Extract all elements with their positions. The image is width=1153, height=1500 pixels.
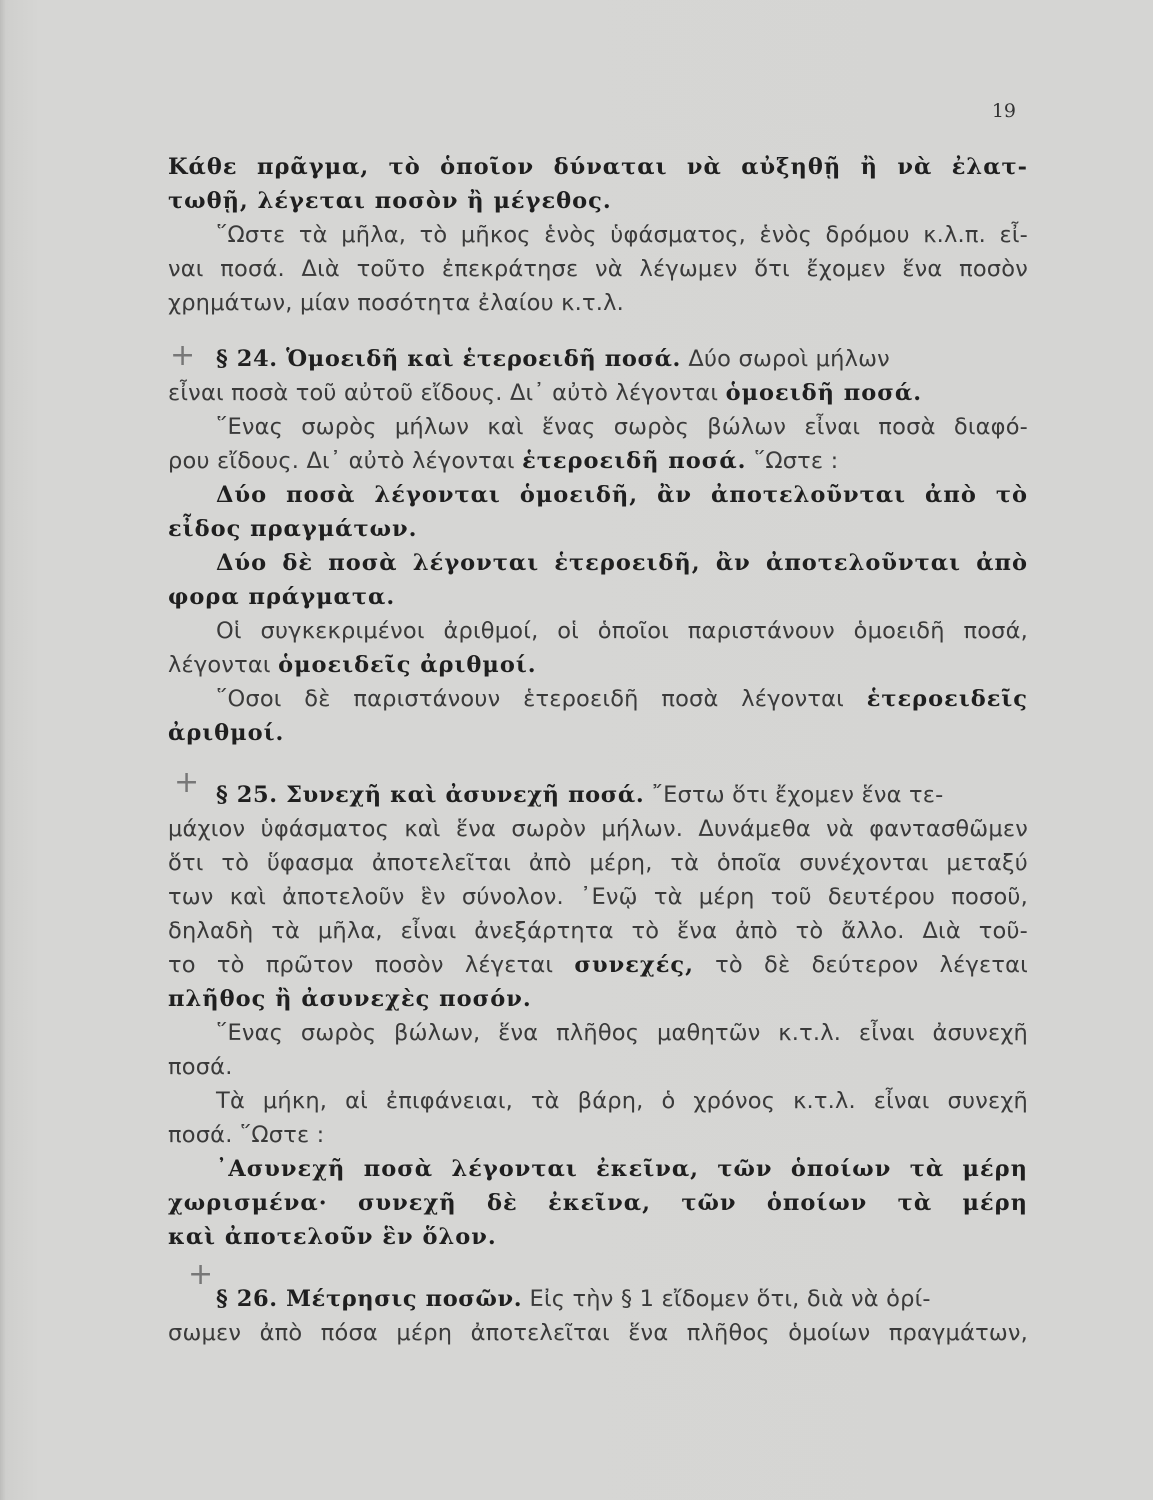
text-line [168,444,1028,478]
section-24-line [168,338,1028,376]
text-run: Δύο σωροὶ μήλων [688,346,890,372]
rule-line: Δύο δὲ ποσὰ λέγονται ἑτεροειδῆ, ἂν ἀποτελοῦνται ἀπὸ [216,550,1028,576]
rule-line: Δύο ποσὰ λέγονται ὁμοειδῆ, ἂν ἀποτελοῦνται ἀπὸ τὸ [216,482,1028,508]
text-line: δηλαδὴ τὰ μῆλα, εἶναι ἀνεξάρτητα τὸ ἕνα ἀπὸ τὸ ἄλλο. Διὰ τοῦ- [168,918,1028,944]
text-line: ναι ποσά. Διὰ τοῦτο ἐπεκράτησε νὰ λέγωμεν ὅτι ἔχομεν ἕνα ποσὸν [168,256,1028,282]
text-line: μάχιον ὑφάσματος καὶ ἕνα σωρὸν μήλων. Δυνάμεθα νὰ φαντασθῶμεν [168,816,1028,842]
term-discrete: πλῆθος ἢ ἀσυνεχὲς ποσόν. [168,986,532,1012]
text-line: ῞Ωστε τὰ μῆλα, τὸ μῆκος ἑνὸς ὑφάσματος, ἑνὸς δρόμου κ.λ.π. εἶ- [216,222,1028,248]
section-25-heading: § 25. Συνεχῆ καὶ ἀσυνεχῆ ποσά. [216,782,645,808]
section-24-heading: § 24. Ὁμοειδῆ καὶ ἑτεροειδῆ ποσά. [216,346,681,372]
text-line: Οἱ συγκεκριμένοι ἀριθμοί, οἱ ὁποῖοι παριστάνουν ὁμοειδῆ ποσά, [216,618,1028,644]
text-line: χρημάτων, μίαν ποσότητα ἐλαίου κ.τ.λ. [168,290,624,316]
margin-mark: + [188,1257,214,1292]
page-number: 19 [991,100,1016,122]
margin-mark: + [174,765,200,800]
text-run: ῞Ωστε : [753,448,839,474]
rule-line: ᾿Ασυνεχῆ ποσὰ λέγονται ἐκεῖνα, τῶν ὁποίων τὰ μέρη [216,1156,1028,1182]
text-run: ρου εἴδους. Δι᾽ αὐτὸ λέγονται [168,448,515,474]
text-line: ὅτι τὸ ὕφασμα ἀποτελεῖται ἀπὸ μέρη, τὰ ὁποῖα συνέχονται μεταξύ [168,850,1028,876]
term-homogeneous: ὁμοειδῆ ποσά. [725,380,923,406]
rule-line: φορα πράγματα. [168,584,396,610]
rule-line: εἶδος πραγμάτων. [168,516,418,542]
term-heterogeneous: ἑτεροειδῆ ποσά. [522,448,747,474]
definition-line: Κάθε πρᾶγμα, τὸ ὁποῖον δύναται νὰ αὐξηθῇ ἢ νὰ ἐλατ- [168,154,1028,180]
text-line [168,376,1028,410]
text-line: ῞Ενας σωρὸς βώλων, ἕνα πλῆθος μαθητῶν κ.τ.λ. εἶναι ἀσυνεχῆ [216,1020,1028,1046]
text-body [168,150,1028,1350]
text-line: των καὶ ἀποτελοῦν ἓν σύνολον. ᾿Ενῷ τὰ μέρη τοῦ δευτέρου ποσοῦ, [168,884,1028,910]
text-run: το τὸ πρῶτον ποσὸν λέγεται [168,952,554,978]
text-line: Τὰ μήκη, αἱ ἐπιφάνειαι, τὰ βάρη, ὁ χρόνος κ.τ.λ. εἶναι συνεχῆ [216,1088,1028,1114]
text-run: λέγονται [168,652,271,678]
text-run: τὸ δὲ δεύτερον λέγεται [715,952,1028,978]
text-line: ῞Ενας σωρὸς μήλων καὶ ἕνας σωρὸς βώλων εἶναι ποσὰ διαφό- [216,414,1028,440]
text-line: ποσά. ῞Ωστε : [168,1122,325,1148]
section-26-line [168,1257,1028,1316]
rule-line: καὶ ἀποτελοῦν ἓν ὅλον. [168,1224,497,1250]
text-run: Εἰς τὴν § 1 εἴδομεν ὅτι, διὰ νὰ ὁρί- [529,1286,931,1312]
text-line [168,948,1028,982]
margin-mark: + [170,338,196,373]
text-line: ποσά. [168,1054,233,1080]
term-continuous: συνεχές, [574,952,694,978]
definition-line: τωθῇ, λέγεται ποσὸν ἢ μέγεθος. [168,188,612,214]
term-heterogeneous-numbers: ἑτεροειδεῖς [866,686,1028,712]
section-26-heading: § 26. Μέτρησις ποσῶν. [216,1286,523,1312]
term-homogeneous-numbers: ὁμοειδεῖς ἀριθμοί. [278,652,537,678]
text-line: σωμεν ἀπὸ πόσα μέρη ἀποτελεῖται ἕνα πλῆθος ὁμοίων πραγμάτων, [168,1320,1028,1346]
text-run: ῞Οσοι δὲ παριστάνουν ἑτεροειδῆ ποσὰ λέγονται [216,686,844,712]
text-run: ῎Εστω ὅτι ἔχομεν ἕνα τε- [651,782,944,808]
text-run: εἶναι ποσὰ τοῦ αὐτοῦ εἴδους. Δι᾽ αὐτὸ λέγονται [168,380,719,406]
text-line [168,682,1028,716]
text-line [168,648,1028,682]
rule-line: χωρισμένα· συνεχῆ δὲ ἐκεῖνα, τῶν ὁποίων τὰ μέρη [168,1190,1028,1216]
text-line: ἀριθμοί. [168,720,285,746]
section-25-line [168,765,1028,812]
